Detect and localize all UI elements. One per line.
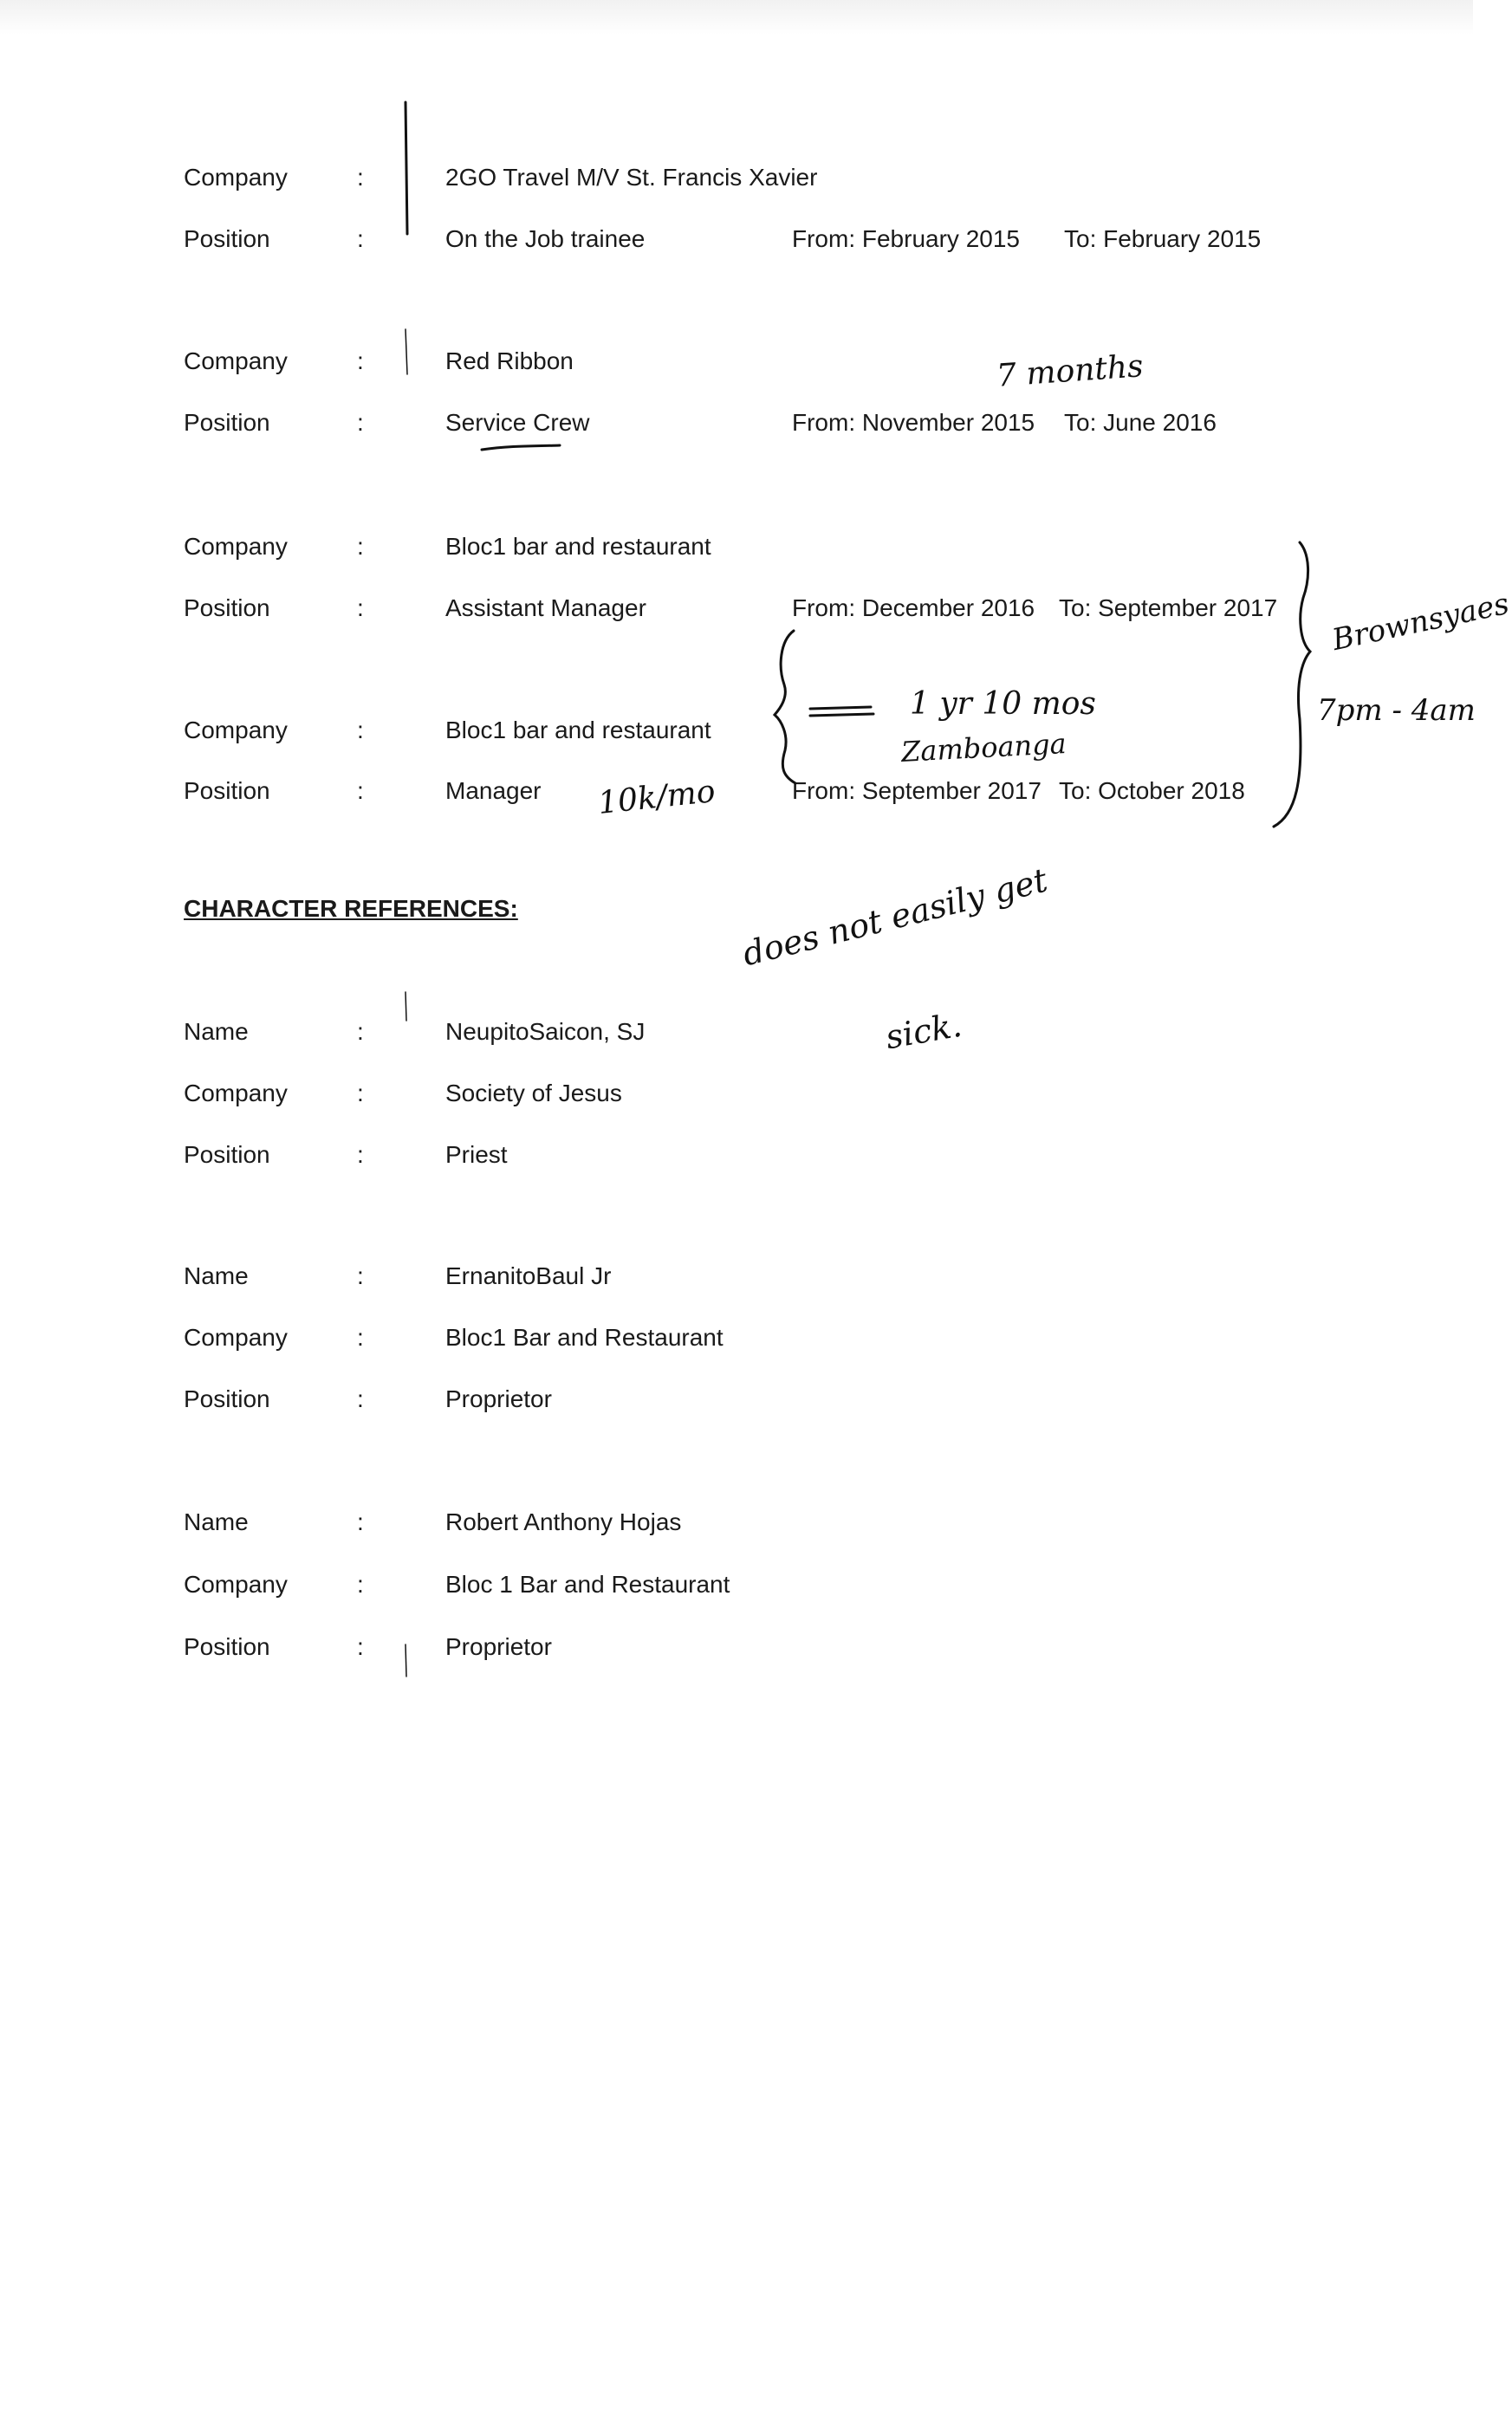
colon: : [357,1508,364,1535]
handwritten-duration-note: 1 yr 10 mos [910,686,1096,722]
company-value: 2GO Travel M/V St. Francis Xavier [445,164,818,191]
stray-mark [406,329,407,374]
colon: : [357,1324,364,1351]
company-label: Company [184,164,288,191]
date-from: From: December 2016 [792,594,1035,621]
handwritten-comment: sick. [882,1005,965,1057]
date-from: From: September 2017 [792,777,1042,804]
date-from: From: November 2015 [792,409,1035,436]
handwritten-side-note: Brownsyaes [1329,586,1512,658]
name-label: Name [184,1018,249,1045]
colon: : [357,1571,364,1598]
position-label: Position [184,409,270,436]
name-value: NeupitoSaicon, SJ [445,1018,646,1045]
position-value: Service Crew [445,409,590,436]
references-heading: CHARACTER REFERENCES: [184,895,518,922]
position-label: Position [184,594,270,621]
company-label: Company [184,1080,288,1106]
colon: : [357,1262,364,1289]
position-label: Position [184,225,270,252]
colon: : [357,1633,364,1660]
company-value: Bloc 1 Bar and Restaurant [445,1571,730,1598]
date-from: From: February 2015 [792,225,1020,252]
name-value: ErnanitoBaul Jr [445,1262,612,1289]
colon: : [357,1018,364,1045]
colon: : [357,225,364,252]
date-to: To: October 2018 [1059,777,1245,804]
name-label: Name [184,1262,249,1289]
company-value: Society of Jesus [445,1080,622,1106]
company-label: Company [184,1324,288,1351]
colon: : [357,409,364,436]
company-label: Company [184,1571,288,1598]
colon: : [357,164,364,191]
company-label: Company [184,533,288,560]
colon: : [357,1080,364,1106]
name-label: Name [184,1508,249,1535]
scan-edge-shading [0,0,1473,35]
position-label: Position [184,1633,270,1660]
stray-mark [406,102,407,234]
curly-brace-right [1274,542,1310,827]
date-to: To: September 2017 [1059,594,1278,621]
date-to: To: February 2015 [1064,225,1262,252]
position-value: Manager [445,777,542,804]
company-label: Company [184,347,288,374]
colon: : [357,1141,364,1168]
handwritten-location-note: Zamboanga [900,727,1067,769]
colon: : [357,1385,364,1412]
position-label: Position [184,1385,270,1412]
company-value: Bloc1 bar and restaurant [445,533,711,560]
company-value: Bloc1 bar and restaurant [445,717,711,743]
strikethrough-mark [810,707,873,716]
position-value: On the Job trainee [445,225,646,252]
colon: : [357,717,364,743]
handwritten-salary-note: 10k/mo [596,774,717,821]
position-value: Assistant Manager [445,594,646,621]
name-value: Robert Anthony Hojas [445,1508,682,1535]
handwritten-duration-note: 7 months [995,348,1145,394]
position-label: Position [184,777,270,804]
position-value: Priest [445,1141,508,1168]
company-value: Red Ribbon [445,347,574,374]
colon: : [357,777,364,804]
underline-mark [482,445,560,450]
company-value: Bloc1 Bar and Restaurant [445,1324,724,1351]
handwritten-comment: does not easily get [738,860,1052,974]
company-label: Company [184,717,288,743]
date-to: To: June 2016 [1064,409,1217,436]
handwritten-side-note: 7pm - 4am [1317,693,1476,728]
colon: : [357,347,364,374]
position-value: Proprietor [445,1385,552,1412]
curly-brace-left [775,631,795,783]
colon: : [357,594,364,621]
position-value: Proprietor [445,1633,552,1660]
position-label: Position [184,1141,270,1168]
colon: : [357,533,364,560]
